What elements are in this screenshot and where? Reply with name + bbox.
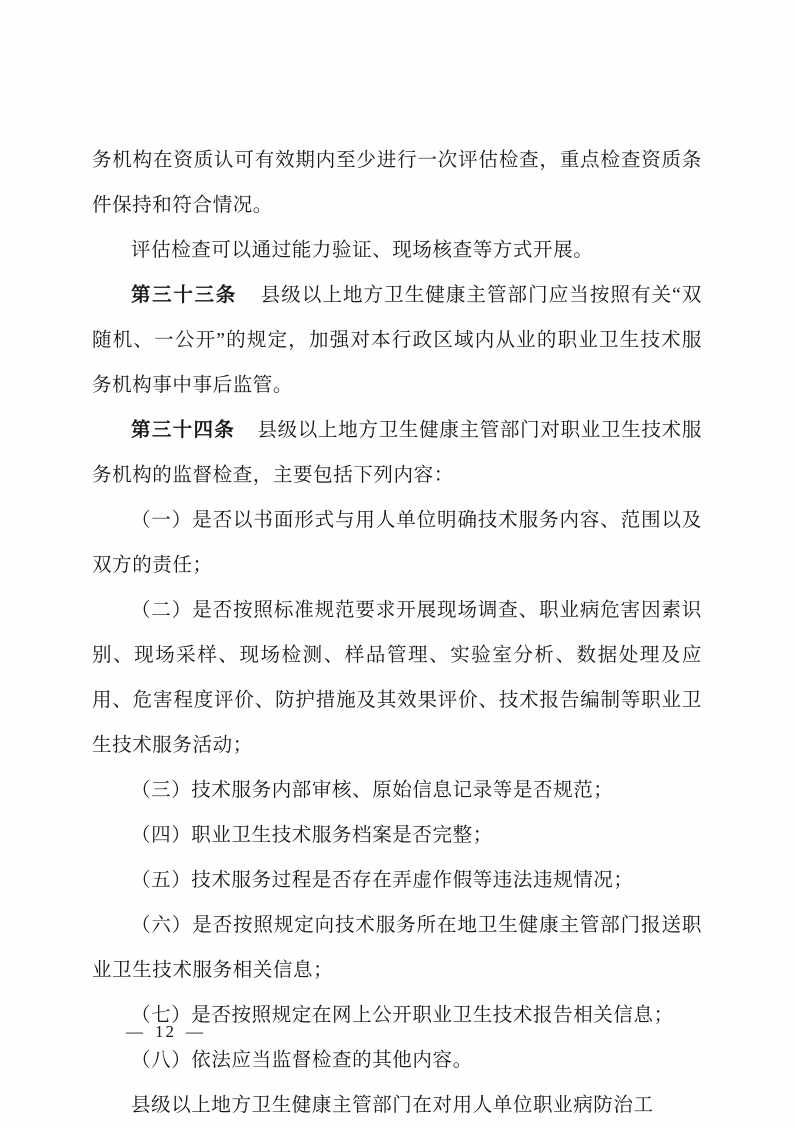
paragraph-4 xyxy=(92,408,702,498)
document-body xyxy=(92,138,702,1128)
article-heading-34: 第三十四条 xyxy=(131,420,236,441)
page-number: 12 xyxy=(155,1022,176,1041)
footer-dash-left: — xyxy=(126,1022,145,1041)
paragraph-13 xyxy=(92,1083,702,1128)
paragraph-text: （一）是否以书面形式与用人单位明确技术服务内容、范围以及双方的责任； xyxy=(92,510,702,576)
paragraph-9 xyxy=(92,858,702,903)
paragraph-text: （二）是否按照标准规范要求开展现场调查、职业病危害因素识别、现场采样、现场检测、样品管理、实验室分析、数据处理及应用、危害程度评价、防护措施及其效果评价、技术报告编制等职业卫生技术服务活动； xyxy=(92,600,702,756)
paragraph-text: 务机构在资质认可有效期内至少进行一次评估检查，重点检查资质条件保持和符合情况。 xyxy=(92,150,702,216)
page-footer xyxy=(0,1022,795,1042)
paragraph-text: 评估检查可以通过能力验证、现场核查等方式开展。 xyxy=(131,240,594,261)
paragraph-text: 县级以上地方卫生健康主管部门应当按照有关“双随机、一公开”的规定，加强对本行政区域内从业的职业卫生技术服务机构事中事后监管。 xyxy=(92,285,702,396)
paragraph-text: （七）是否按照规定在网上公开职业卫生技术报告相关信息； xyxy=(131,1005,674,1026)
paragraph-text: （六）是否按照规定向技术服务所在地卫生健康主管部门报送职业卫生技术服务相关信息； xyxy=(92,915,702,981)
paragraph-text: （五）技术服务过程是否存在弄虚作假等违法违规情况； xyxy=(131,870,634,891)
paragraph-7 xyxy=(92,768,702,813)
paragraph-5 xyxy=(92,498,702,588)
paragraph-text: （八）依法应当监督检查的其他内容。 xyxy=(131,1050,473,1071)
paragraph-text: 县级以上地方卫生健康主管部门在对用人单位职业病防治工 xyxy=(131,1095,654,1116)
paragraph-10 xyxy=(92,903,702,993)
paragraph-text: （四）职业卫生技术服务档案是否完整； xyxy=(131,825,493,846)
article-heading-33: 第三十三条 xyxy=(131,285,237,306)
paragraph-8 xyxy=(92,813,702,858)
paragraph-1 xyxy=(92,138,702,228)
paragraph-6 xyxy=(92,588,702,768)
paragraph-3 xyxy=(92,273,702,408)
paragraph-text: （三）技术服务内部审核、原始信息记录等是否规范； xyxy=(131,780,614,801)
paragraph-12 xyxy=(92,1038,702,1083)
paragraph-text: 县级以上地方卫生健康主管部门对职业卫生技术服务机构的监督检查，主要包括下列内容： xyxy=(92,420,702,486)
paragraph-2 xyxy=(92,228,702,273)
footer-dash-right: — xyxy=(186,1022,205,1041)
page-footer-inner xyxy=(116,1022,215,1042)
